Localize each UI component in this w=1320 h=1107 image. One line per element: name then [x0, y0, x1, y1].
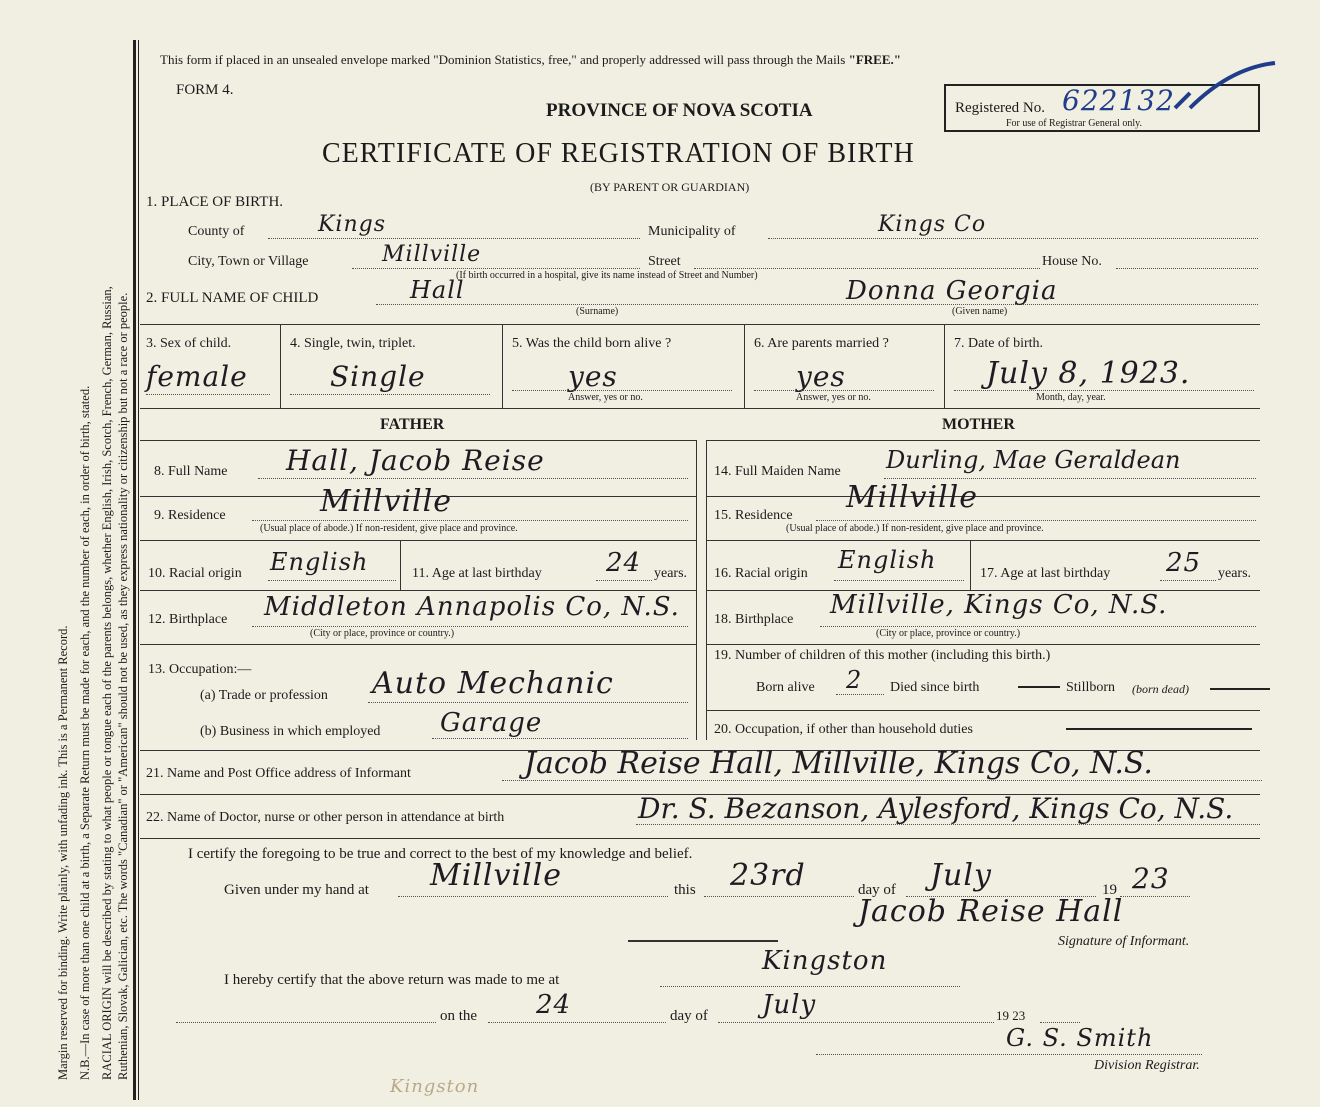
house-number-line [1116, 268, 1258, 269]
stillborn-dash [1210, 688, 1270, 690]
child-name-line [376, 304, 1258, 305]
margin-note-racial-origin-cont: Ruthenian, Slovak, Galician, etc. The words "Canadian" or "American" should not be used, as they express nationality or citizenship but not a race or people. [116, 292, 130, 1080]
registrar-day-of-label: day of [670, 1008, 708, 1024]
faded-pencil-note: Kingston [390, 1076, 480, 1097]
date-of-birth-label: 7. Date of birth. [954, 336, 1044, 351]
certificate-title: CERTIFICATE OF REGISTRATION OF BIRTH [322, 138, 915, 169]
margin-note-racial-origin: RACIAL ORIGIN will be described by stating to what people or tongue each of the parents belongs, whether English, Irish, Scotch, French, German, Russian, [100, 286, 114, 1080]
this-label: this [674, 882, 696, 898]
year-prefix: 19 [1102, 882, 1117, 898]
father-residence-caption: (Usual place of abode.) If non-resident, give place and province. [260, 523, 518, 534]
mother-name-value: Durling, Mae Geraldean [886, 446, 1181, 474]
children-count-label: 19. Number of children of this mother (including this birth.) [714, 648, 1051, 663]
city-value: Millville [382, 242, 482, 267]
informant-label: 21. Name and Post Office address of Informant [146, 766, 411, 781]
mother-age-line [1160, 580, 1216, 581]
plurality-label: 4. Single, twin, triplet. [290, 336, 416, 351]
father-racial-origin-value: English [270, 548, 369, 576]
registrar-signature-line [816, 1054, 1202, 1055]
row-divider-certification [140, 838, 1260, 839]
father-row-divider-4 [140, 644, 696, 645]
plurality-line [290, 394, 490, 395]
mother-name-label: 14. Full Maiden Name [714, 464, 841, 479]
row-divider-child-details [140, 324, 1260, 325]
informant-signature: Jacob Reise Hall [858, 894, 1124, 929]
postal-note-free: "FREE." [848, 52, 901, 67]
day-value: 23rd [730, 858, 806, 893]
mother-birthplace-label: 18. Birthplace [714, 612, 794, 627]
day-line [704, 896, 854, 897]
parents-married-line [754, 390, 934, 391]
father-age-label: 11. Age at last birthday [412, 566, 542, 581]
stillborn-caption: (born dead) [1132, 682, 1189, 696]
father-name-value: Hall, Jacob Reise [286, 444, 545, 477]
mother-birthplace-caption: (City or place, province or country.) [876, 628, 1021, 639]
father-age-line [596, 580, 652, 581]
certificate-subtitle: (BY PARENT OR GUARDIAN) [590, 180, 750, 194]
month-value: July [930, 858, 992, 893]
mother-heading: MOTHER [942, 416, 1015, 433]
mother-years-label: years. [1218, 566, 1252, 581]
col-divider-4 [944, 324, 945, 408]
mother-residence-value: Millville [846, 480, 978, 515]
year-value: 23 [1132, 862, 1170, 895]
mother-age-value: 25 [1166, 548, 1202, 578]
father-heading-rule [140, 440, 696, 441]
given-under-hand-label: Given under my hand at [224, 882, 369, 898]
margin-note-multiple-births: N.B.—In case of more than one child at a birth, a Separate Return must be made for each, and the number of each, in order of birth, stated. [78, 385, 92, 1080]
father-racial-origin-label: 10. Racial origin [148, 566, 242, 581]
row-divider-parents [140, 408, 1260, 409]
sex-label: 3. Sex of child. [146, 336, 232, 351]
registrar-year-line [1040, 1022, 1080, 1023]
margin-note-binding: Margin reserved for binding. Write plainly, with unfading ink. This is a Permanent Record. [56, 625, 70, 1080]
mother-residence-line [816, 520, 1256, 521]
postal-note-text: This form if placed in an unsealed envelope marked "Dominion Statistics, free," and properly addressed will pass through the Mails [160, 52, 849, 67]
signature-of-informant-caption: Signature of Informant. [1058, 934, 1190, 949]
date-of-birth-value: July 8, 1923. [986, 356, 1191, 391]
born-alive-label: 5. Was the child born alive ? [512, 336, 672, 351]
father-name-label: 8. Full Name [154, 464, 228, 479]
father-birthplace-value: Middleton Annapolis Co, N.S. [264, 592, 680, 622]
hospital-note: (If birth occurred in a hospital, give its name instead of Street and Number) [456, 270, 758, 281]
registrar-place-line [660, 986, 960, 987]
county-line [268, 238, 640, 239]
sex-line [146, 394, 270, 395]
registrar-signature: G. S. Smith [1006, 1024, 1154, 1052]
father-residence-line [252, 520, 688, 521]
division-registrar-caption: Division Registrar. [1094, 1058, 1200, 1073]
father-birthplace-line [252, 626, 688, 627]
father-residence-value: Millville [320, 484, 452, 519]
given-name-caption: (Given name) [952, 306, 1008, 317]
street-label: Street [648, 254, 681, 269]
year-line [1120, 896, 1190, 897]
child-surname-value: Hall [410, 276, 465, 304]
father-name-line [258, 478, 688, 479]
child-name-label: 2. FULL NAME OF CHILD [146, 290, 319, 306]
mother-birthplace-line [820, 626, 1256, 627]
registrar-day-line [488, 1022, 666, 1023]
mother-occupation-label: 20. Occupation, if other than household duties [714, 722, 973, 737]
house-number-label: House No. [1042, 254, 1102, 269]
registered-number: 622132 [1062, 84, 1175, 117]
street-line [694, 268, 1040, 269]
given-place-value: Millville [430, 858, 562, 893]
father-age-value: 24 [606, 548, 642, 578]
mother-name-line [884, 478, 1256, 479]
municipality-value: Kings Co [878, 212, 987, 237]
mother-row-divider-5 [706, 710, 1260, 711]
province-heading: PROVINCE OF NOVA SCOTIA [546, 100, 813, 121]
father-birthplace-caption: (City or place, province or country.) [310, 628, 455, 639]
registrar-month-value: July [762, 990, 817, 1020]
day-of-label: day of [858, 882, 896, 898]
father-business-label: (b) Business in which employed [200, 724, 381, 739]
father-business-value: Garage [440, 708, 543, 738]
col-divider-2 [502, 324, 503, 408]
date-of-birth-line [954, 390, 1254, 391]
died-since-birth-dash [1018, 686, 1060, 688]
registrar-lead-line [176, 1022, 436, 1023]
father-racial-origin-line [268, 580, 396, 581]
registrar-certify-statement: I hereby certify that the above return was made to me at [224, 972, 560, 988]
on-the-label: on the [440, 1008, 478, 1024]
mother-racial-origin-value: English [838, 546, 937, 574]
postal-note [160, 52, 901, 68]
father-years-label: years. [654, 566, 688, 581]
city-line [352, 268, 640, 269]
date-of-birth-caption: Month, day, year. [1036, 392, 1106, 403]
signature-rule-short [628, 940, 778, 942]
born-alive-caption: Answer, yes or no. [568, 392, 643, 403]
father-occupation-label: 13. Occupation:— [148, 662, 252, 677]
informant-value: Jacob Reise Hall, Millville, Kings Co, N.S. [524, 746, 1153, 781]
father-racial-age-divider [400, 540, 401, 590]
county-value: Kings [318, 212, 387, 237]
born-alive-line [512, 390, 732, 391]
registrar-month-line [718, 1022, 994, 1023]
surname-caption: (Surname) [576, 306, 619, 317]
binding-margin-line [133, 40, 136, 1100]
registrar-place-value: Kingston [762, 946, 888, 976]
father-residence-label: 9. Residence [154, 508, 226, 523]
sex-value: female [146, 360, 248, 393]
given-place-line [398, 896, 668, 897]
mother-racial-origin-line [834, 580, 964, 581]
mother-racial-origin-label: 16. Racial origin [714, 566, 808, 581]
mother-residence-caption: (Usual place of abode.) If non-resident, give place and province. [786, 523, 1044, 534]
mother-racial-age-divider [970, 540, 971, 590]
child-given-name-value: Donna Georgia [846, 276, 1058, 306]
form-number: FORM 4. [176, 82, 234, 98]
city-label: City, Town or Village [188, 254, 309, 269]
registered-label: Registered No. [955, 100, 1045, 116]
plurality-value: Single [330, 360, 426, 393]
mother-age-label: 17. Age at last birthday [980, 566, 1111, 581]
mother-row-divider-2 [706, 540, 1260, 541]
mother-residence-label: 15. Residence [714, 508, 793, 523]
doctor-label: 22. Name of Doctor, nurse or other person in attendance at birth [146, 810, 505, 825]
registrar-year: 19 23 [996, 1008, 1026, 1023]
registrar-use-note: For use of Registrar General only. [1006, 118, 1142, 129]
col-divider-3 [744, 324, 745, 408]
father-box-right [696, 440, 697, 740]
mother-occupation-dash [1066, 728, 1252, 730]
mother-row-divider-1 [706, 496, 1260, 497]
binding-margin-line-inner [138, 40, 139, 1100]
stillborn-label: Stillborn [1066, 680, 1116, 695]
father-trade-value: Auto Mechanic [372, 666, 614, 701]
blue-check-mark-icon [1170, 58, 1280, 118]
certify-statement: I certify the foregoing to be true and correct to the best of my knowledge and belief. [188, 846, 693, 862]
mother-birthplace-value: Millville, Kings Co, N.S. [830, 590, 1168, 620]
father-birthplace-label: 12. Birthplace [148, 612, 228, 627]
registrar-day-value: 24 [536, 990, 572, 1020]
born-alive-value: yes [568, 360, 618, 393]
born-alive-count-label: Born alive [756, 680, 815, 695]
father-business-line [432, 738, 688, 739]
father-trade-label: (a) Trade or profession [200, 688, 328, 703]
parents-married-label: 6. Are parents married ? [754, 336, 889, 351]
county-label: County of [188, 224, 245, 239]
father-row-divider-2 [140, 540, 696, 541]
father-trade-line [368, 702, 688, 703]
col-divider-1 [280, 324, 281, 408]
place-of-birth-label: 1. PLACE OF BIRTH. [146, 194, 284, 210]
died-since-birth-label: Died since birth [890, 680, 980, 695]
doctor-value: Dr. S. Bezanson, Aylesford, Kings Co, N.S. [638, 792, 1234, 825]
born-alive-count-line [836, 694, 884, 695]
municipality-label: Municipality of [648, 224, 736, 239]
municipality-line [768, 238, 1258, 239]
father-heading: FATHER [380, 416, 445, 433]
born-alive-count-value: 2 [846, 666, 863, 694]
father-row-divider-3 [140, 590, 696, 591]
parents-married-caption: Answer, yes or no. [796, 392, 871, 403]
mother-row-divider-4 [706, 644, 1260, 645]
parents-married-value: yes [796, 360, 846, 393]
mother-heading-rule [706, 440, 1260, 441]
